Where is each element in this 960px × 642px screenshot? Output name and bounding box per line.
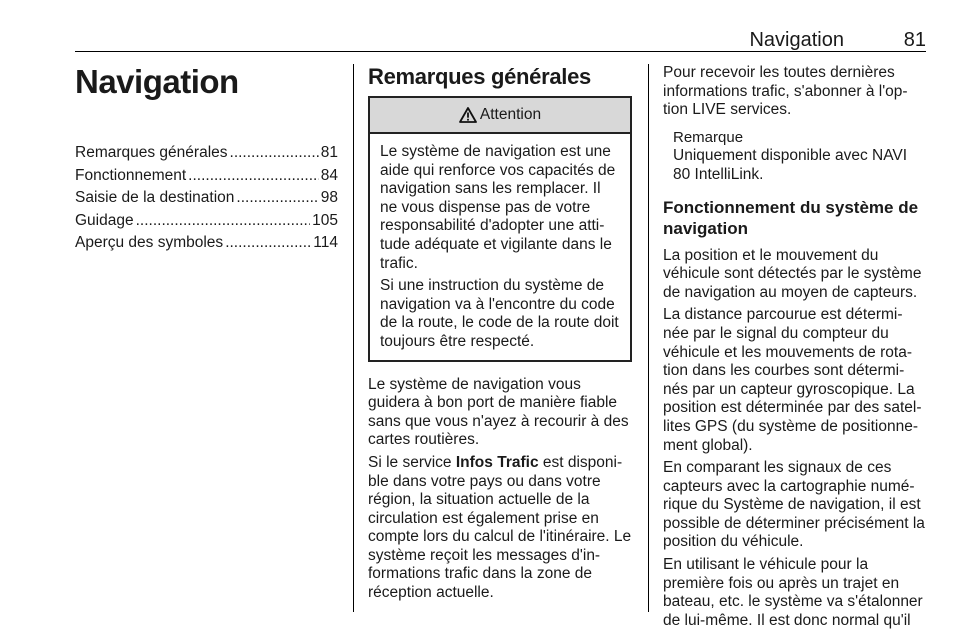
body-paragraph: La distance parcourue est détermi-née par le signal du compteur du véhicule et les mouvements de rota-tion dans les courbes sont détermi-nés par un capteur gyroscopique. La position est déterminée par des satel-lites GPS (du système de positionne-ment global). (663, 306, 922, 454)
body-paragraph: En utilisant le véhicule pour la première fois ou après un trajet en bateau, etc. le système va s'étalonner de lui-même. Il est donc normal qu'il (663, 556, 923, 629)
warning-text: Le système de navigation est une aide qui renforce vos capacités de navigation sans les remplacer. Il ne vous dispense pas de votre responsabilité d'adopter une atti-tude adéquate et vigilante dans le trafic. (380, 143, 616, 272)
header-rule (75, 51, 926, 52)
warning-body (370, 134, 630, 360)
toc-leader (236, 189, 318, 208)
header-page-number: 81 (903, 29, 926, 51)
warning-label: Attention (479, 105, 542, 123)
body-paragraph (368, 454, 632, 603)
body-paragraph: La position et le mouvement du véhicule sont détectés par le système de navigation au moyen de capteurs. (663, 246, 922, 301)
column-divider-2 (648, 64, 649, 612)
header-section-title: Navigation (749, 29, 844, 51)
toc-leader (136, 212, 311, 231)
body-paragraph: En comparant les signaux de ces capteurs avec la cartographie numé-rique du Système de navigation, il est possible de déterminer précisément la position du véhicule. (663, 459, 925, 551)
toc-item[interactable] (75, 167, 338, 190)
toc-item[interactable] (75, 144, 338, 167)
subsection-heading: Fonctionnement du système de navigation (663, 197, 919, 238)
right-column (663, 64, 927, 634)
toc-leader (230, 144, 319, 163)
toc-page: 84 (320, 166, 338, 184)
running-header (75, 26, 926, 54)
toc-item[interactable] (75, 234, 338, 257)
note-label: Remarque (673, 128, 744, 146)
note-box (663, 129, 927, 185)
toc-page: 98 (320, 189, 338, 206)
body-paragraph: Pour recevoir les toutes dernières informations trafic, s'abonner à l'op-tion LIVE services. (663, 64, 908, 119)
toc-label: Guidage (75, 211, 134, 229)
left-column (75, 64, 338, 257)
paragraph-text: Si le service (368, 453, 456, 471)
toc-label: Aperçu des symboles (75, 234, 224, 251)
toc-item[interactable] (75, 189, 338, 212)
table-of-contents (75, 144, 338, 257)
chapter-title: Navigation (75, 63, 239, 100)
toc-page: 81 (320, 144, 338, 161)
toc-label: Saisie de la destination (75, 189, 235, 206)
note-text: Uniquement disponible avec NAVI 80 IntelliLink. (673, 147, 908, 183)
toc-page: 114 (313, 234, 338, 251)
warning-text: Si une instruction du système de navigation va à l'encontre du code de la route, le code de la route doit toujours être respecté. (380, 277, 619, 350)
warning-box (368, 96, 632, 362)
toc-label: Fonctionnement (75, 166, 187, 184)
warning-triangle-icon (459, 107, 477, 123)
paragraph-text: est disponi-ble dans votre pays ou dans votre région, la situation actuelle de la circulation est également prise en compte lors du calcul de l'itinéraire. Le système reçoit les messages d'in-formations trafic dans la zone de réception actuelle. (368, 453, 632, 602)
toc-item[interactable] (75, 212, 338, 235)
toc-leader (225, 234, 311, 253)
toc-leader (188, 167, 319, 186)
column-divider-1 (353, 64, 354, 612)
middle-column (368, 64, 632, 607)
service-name: Infos Trafic (455, 453, 539, 471)
toc-label: Remarques générales (75, 144, 228, 161)
warning-header (370, 98, 630, 134)
body-paragraph: Le système de navigation vous guidera à bon port de manière fiable sans que vous n'ayez à recourir à des cartes routières. (368, 375, 629, 449)
section-heading: Remarques générales (368, 64, 591, 89)
toc-page: 105 (312, 211, 338, 229)
